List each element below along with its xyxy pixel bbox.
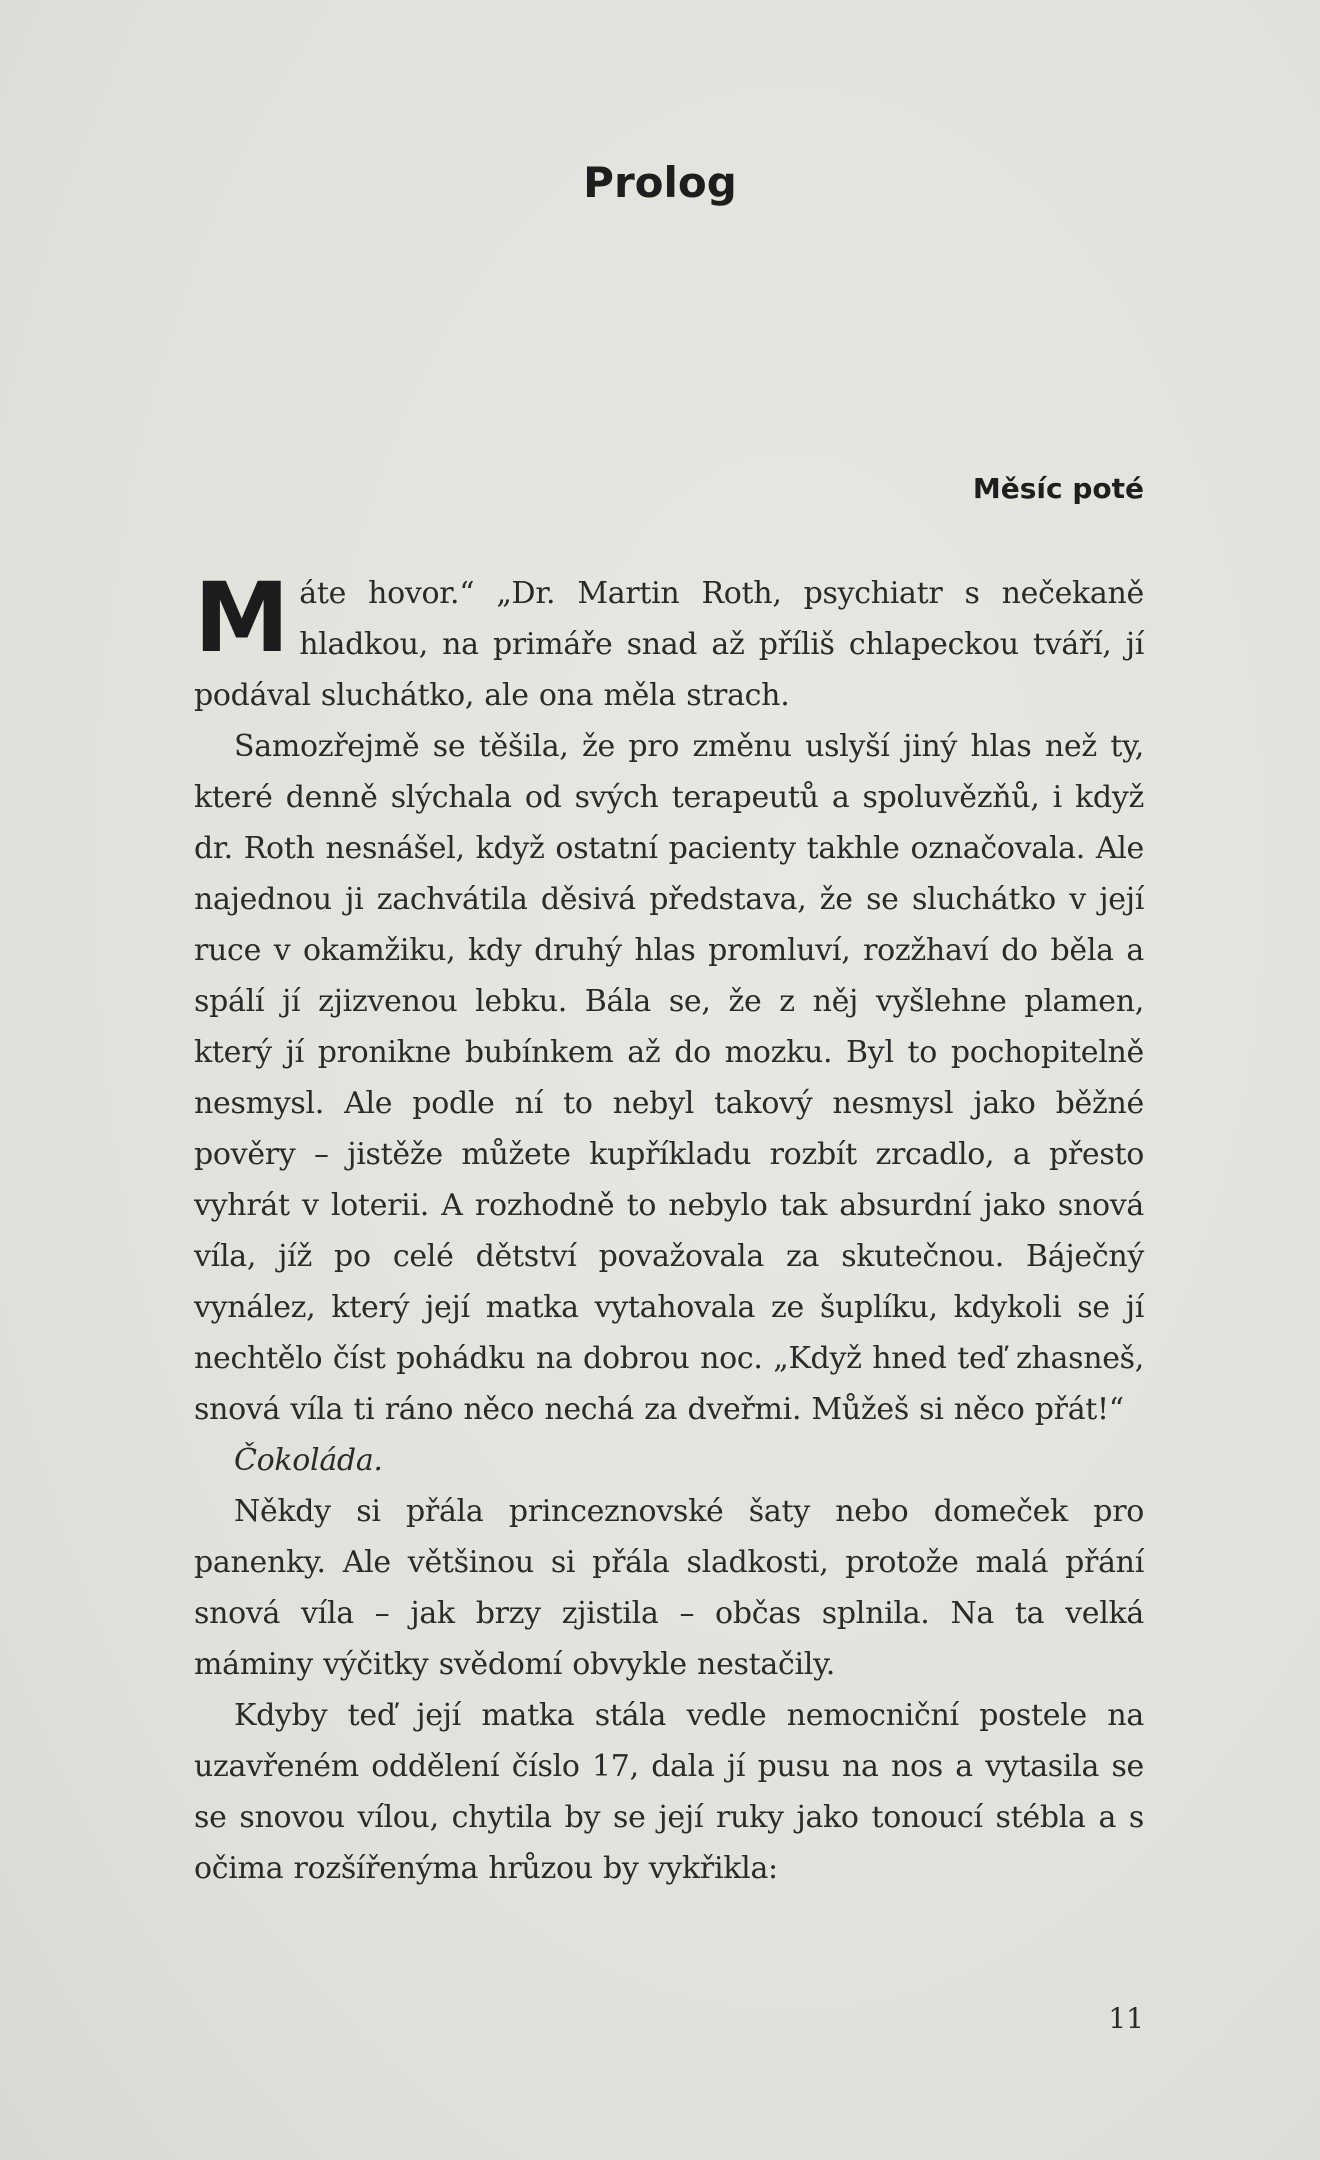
chapter-title: Prolog — [583, 158, 737, 207]
paragraph-1-text: áte hovor.“ „Dr. Martin Roth, psychiatr s nečekaně hladkou, na primáře snad až příliš chlapeckou tváří, jí podával sluchátko, ale ona měla strach. — [194, 576, 1144, 713]
paragraph-5: Kdyby teď její matka stála vedle nemocniční postele na uzavřeném oddělení číslo 17, dala jí pusu na nos a vytasila se se snovou vílou, chytila by se její ruky jako tonoucí stébla a s očima rozšířenýma hrůzou by vykřikla: — [194, 1698, 1144, 1886]
body-text — [194, 562, 1144, 1894]
section-heading: Měsíc poté — [972, 472, 1144, 505]
paragraph-2: Samozřejmě se těšila, že pro změnu uslyší jiný hlas než ty, které denně slýchala od svých terapeutů a spoluvězňů, i když dr. Roth nesnášel, když ostatní pacienty takhle označovala. Ale najednou ji zachvátila děsivá představa, že se sluchátko v její ruce v okamžiku, kdy druhý hlas promluví, rozžhaví do běla a spálí jí zjizvenou lebku. Bála se, že z něj vyšlehne plamen, který jí pronikne bubínkem až do mozku. Byl to pochopitelně nesmysl. Ale podle ní to nebyl takový nesmysl jako běžné pověry – jistěže můžete kupříkladu rozbít zrcadlo, a přesto vyhrát v loterii. A rozhodně to nebylo tak absurdní jako snová víla, jíž po celé dětství považovala za skutečnou. Báječný vynález, který její matka vytahovala ze šuplíku, kdykoli se jí nechtělo číst pohádku na dobrou noc. „Když hned teď zhasneš, snová víla ti ráno něco nechá za dveřmi. Můžeš si něco přát!“ — [194, 729, 1144, 1427]
paragraph-4: Někdy si přála princeznovské šaty nebo domeček pro panenky. Ale většinou si přála sladkosti, protože malá přání snová víla – jak brzy zjistila – občas splnila. Na ta velká máminy výčitky svědomí obvykle nestačily. — [194, 1494, 1144, 1682]
page-number: 11 — [1108, 2002, 1144, 2035]
drop-cap: M — [194, 562, 290, 674]
paragraph-3: Čokoláda. — [234, 1443, 383, 1478]
paragraph-1 — [194, 562, 1144, 721]
